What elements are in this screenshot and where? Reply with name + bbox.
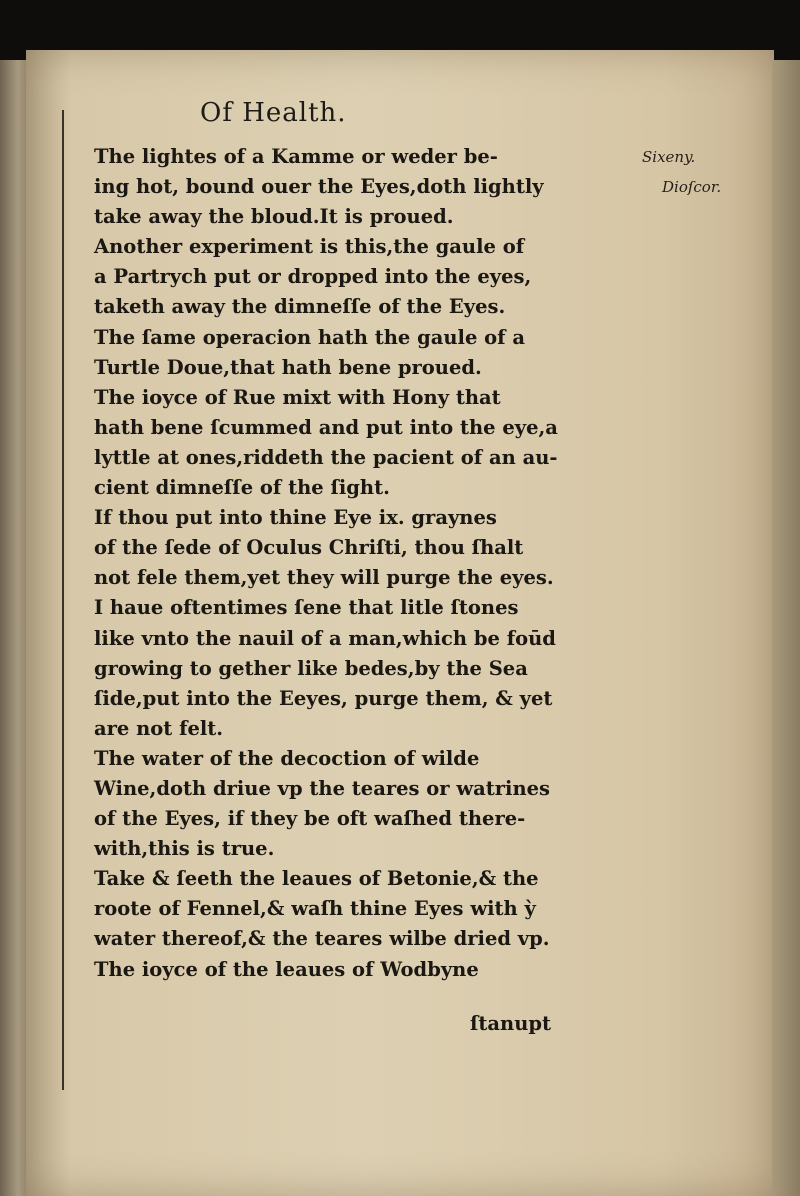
text-line: like vnto the nauil of a man,which be foūd: [94, 626, 556, 650]
text-line: The ioyce of the leaues of Wodbyne: [94, 957, 479, 981]
text-line: not fele them,yet they will purge the eyes.: [94, 566, 554, 590]
text-line: The lightes of a Kamme or weder be-: [94, 145, 498, 168]
text-line: of the ſede of Oculus Chriſti, thou ſhalt: [94, 536, 524, 560]
text-line: with,this is true.: [94, 837, 275, 861]
running-head: Of Health.: [200, 98, 347, 128]
text-line: Take & ſeeth the leaues of Betonie,& the: [94, 867, 539, 891]
text-line: The ſame operacion hath the gaule of a: [94, 325, 525, 349]
text-line: roote of Fennel,& waſh thine Eyes with ỳ: [94, 897, 536, 921]
body-text: [94, 142, 650, 985]
text-line: cient dimneſſe of the ſight.: [94, 476, 390, 500]
text-line: take away the bloud.It is proued.: [94, 205, 454, 229]
text-line: taketh away the dimneſſe of the Eyes.: [94, 295, 506, 319]
text-line: are not felt.: [94, 716, 224, 740]
text-line: hath bene ſcummed and put into the eye,a: [94, 415, 558, 439]
text-line: growing to gether like bedes,by the Sea: [94, 656, 528, 680]
side-note-dioscor: Dioſcor.: [662, 178, 722, 196]
margin-rule: [62, 110, 64, 1090]
text-line: If thou put into thine Eye ix. graynes: [94, 506, 497, 530]
side-note-sixeny: Sixeny.: [642, 148, 696, 166]
text-line: Another experiment is this,the gaule of: [94, 235, 525, 259]
text-line: Turtle Doue,that hath bene proued.: [94, 355, 482, 379]
text-line: ing hot, bound ouer the Eyes,doth lightly: [94, 175, 544, 199]
text-line: lyttle at ones,riddeth the pacient of an au-: [94, 445, 558, 469]
next-page-edge: [772, 60, 800, 1196]
text-line: The ioyce of Rue mixt with Hony that: [94, 385, 501, 409]
text-line: The water of the decoction of wilde: [94, 746, 480, 770]
text-line: ſide,put into the Eeyes, purge them, & yet: [94, 686, 553, 710]
text-line: I haue oftentimes ſene that litle ſtones: [94, 596, 519, 620]
text-line: of the Eyes, if they be oft waſhed there-: [94, 807, 526, 831]
text-line: a Partrych put or dropped into the eyes,: [94, 265, 532, 289]
text-line: water thereof,& the teares wilbe dried vp.: [94, 927, 550, 951]
catchword: ſtanupt: [470, 1012, 552, 1035]
text-line: Wine,doth driue vp the teares or watrines: [94, 776, 551, 800]
